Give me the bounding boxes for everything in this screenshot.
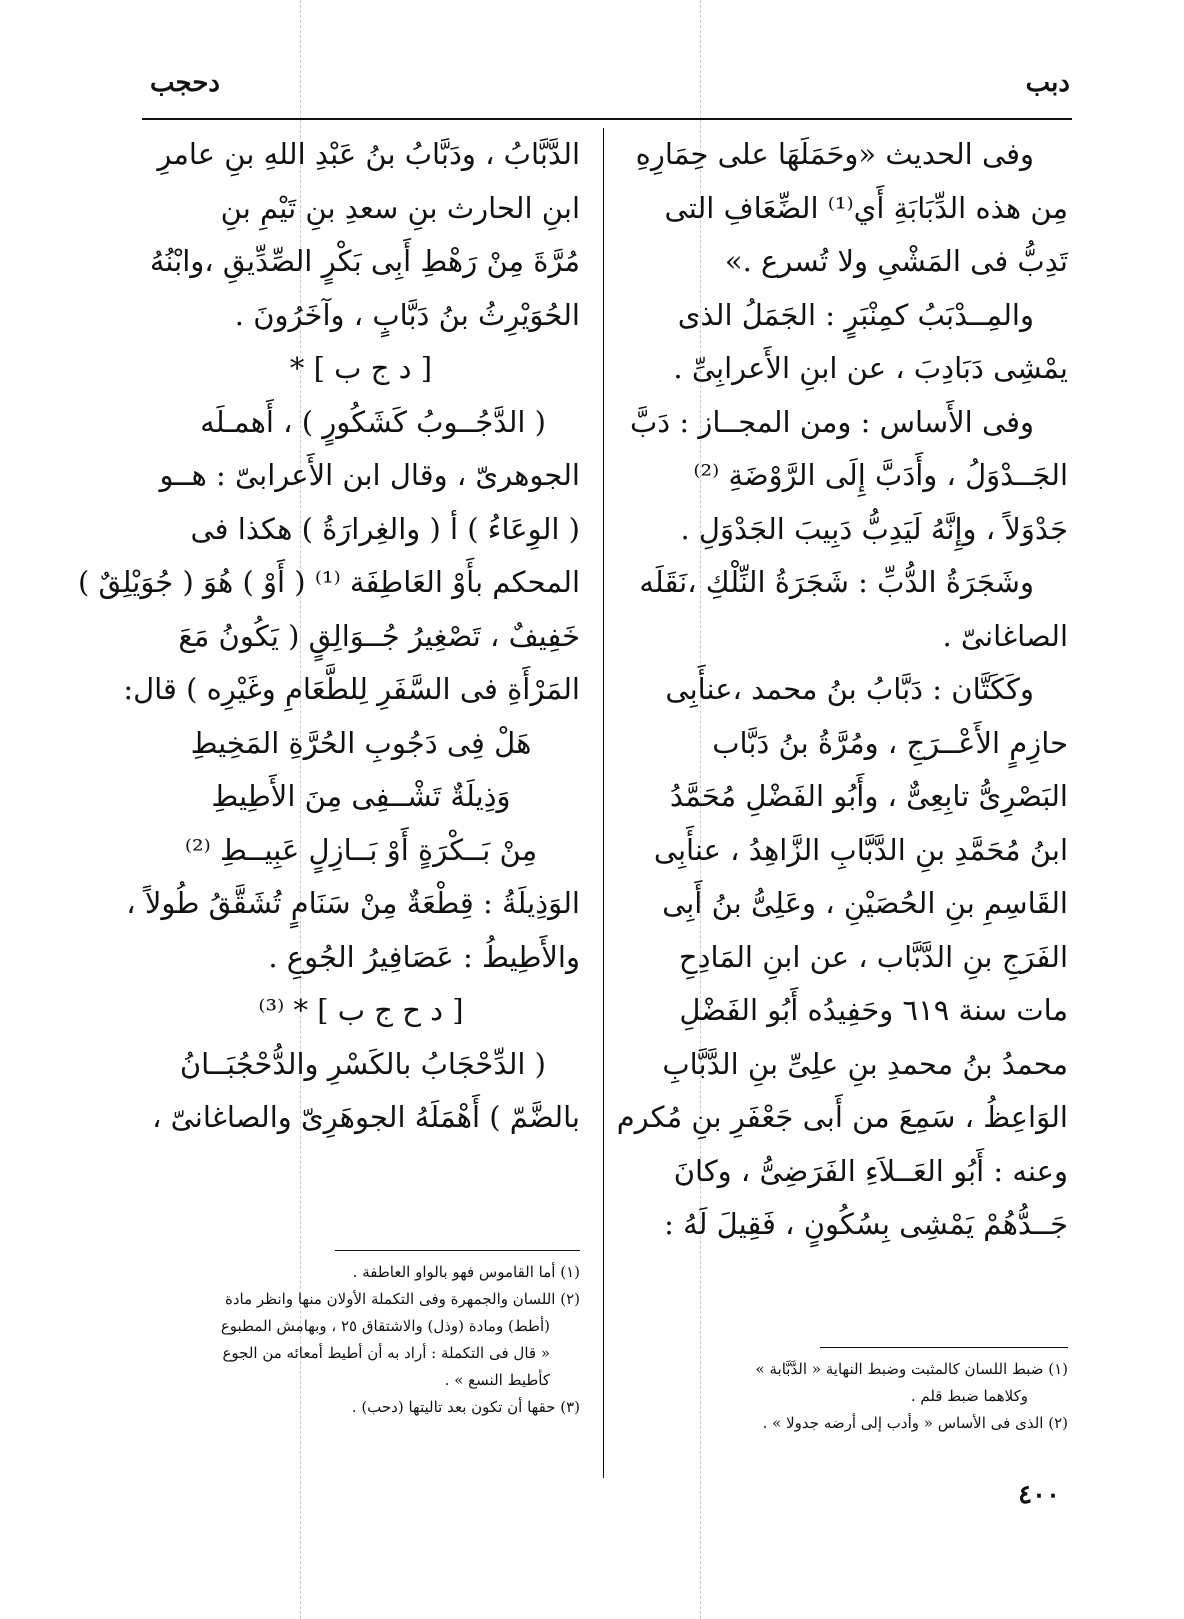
text-line: البَصْرِىُّ تابِعِىٌّ ، وأَبُو الفَضْلِ مُحَمَّدُ — [669, 779, 1068, 813]
text-line: المَرْأَةِ فى السَّفَرِ لِلطَّعَامِ وغَيْرِه ) قال: — [123, 672, 580, 706]
text-line: والأَطِيطُ : عَصَافِيرُ الجُوعِ . — [268, 939, 580, 974]
text-line: تَدِبُّ فى المَشْىِ ولا تُسرع .» — [724, 244, 1068, 278]
text-line: والمِــدْبَبُ كمِنْبَرٍ : الجَمَلُ الذى — [677, 297, 1034, 332]
text-line: خَفِيفٌ ، تَصْغِيرُ جُــوَالِقٍ ( يَكُونُ مَعَ — [178, 618, 580, 653]
header-rule — [142, 118, 1072, 120]
verse-line: هَلْ فِى دَجُوبِ الحُرَّةِ المَخِيطِ — [190, 725, 532, 760]
column-divider — [603, 128, 604, 1478]
footnotes-right — [630, 1356, 1068, 1437]
text-line: وكَكَتَّان : دَبَّابُ بنُ محمد ،عنأَبِى — [665, 672, 1034, 706]
text-line: المحكم بأَوْ العَاطِفَة ⁽¹⁾ ( أَوْ ) هُوَ ( جُوَيْلِقٌ ) — [77, 565, 580, 599]
text-line: ( الدِّحْجَابُ بالكَسْرِ والدُّحْجُبَــانُ — [179, 1046, 546, 1081]
text-line: وعنه : أَبُو العَــلاَءِ الفَرَضِىُّ ، وكانَ — [673, 1153, 1068, 1188]
text-line: مُرَّةَ مِنْ رَهْطِ أَبِى بَكْرٍ الصِّدِّيقِ ،وابْنُهُ — [149, 244, 580, 278]
text-line: الوَذِيلَةُ : قِطْعَةٌ مِنْ سَنَامٍ تُشَقَّقُ طُولاً ، — [126, 886, 580, 920]
running-header-left: دحجب — [150, 68, 220, 98]
text-line: الجوهرىّ ، وقال ابن الأَعرابىّ : هــو — [159, 458, 580, 492]
text-line: ابنِ الحارث بنِ سعدِ بنِ تَيْمِ بنِ — [220, 190, 580, 225]
footnote: وكلاهما ضبط قلم . — [910, 1387, 1028, 1405]
text-line: القَاسِمِ بنِ الحُصَيْنِ ، وعَلِىُّ بنُ أَبِى — [662, 886, 1068, 920]
text-line: الفَرَجِ بنِ الدَّبَّاب ، عن ابنِ المَادِحِ — [678, 939, 1068, 974]
text-line: وفى الأَساس : ومن المجــاز : دَبَّ — [629, 404, 1034, 439]
text-line: وشَجَرَةُ الدُّبِّ : شَجَرَةُ النِّلْكِ ،نَقَلَه — [639, 565, 1034, 599]
footnote: (١) أما القاموس فهو بالواو العاطفة . — [352, 1263, 580, 1281]
text-line: يمْشِى دَبَادِبَ ، عن ابنِ الأَعرابِىِّ . — [673, 351, 1068, 385]
running-header-right: دبب — [1025, 68, 1070, 98]
text-line: مِن هذه الدِّبَابَةِ أَي⁽¹⁾ الضِّعَافِ التى — [664, 190, 1068, 225]
footnote: « قال فى التكملة : أراد به أن أطيط أمعائه من الجوع — [222, 1344, 550, 1362]
text-line: حازِمٍ الأَعْــرَجِ ، ومُرَّةُ بنُ دَبَّاب — [712, 725, 1068, 760]
verse-line: مِنْ بَــكْرَةٍ أَوْ بَــازِلٍ عَبِيــطِ ⁽²⁾ — [184, 832, 538, 867]
text-line: ( الوِعَاءُ ) أ ( والغِرارَةُ ) هكذا فى — [190, 511, 580, 546]
text-line: ابنُ مُحَمَّدِ بنِ الدَّبَّابِ الزَّاهِدُ ، عنأَبِى — [653, 832, 1068, 867]
footnote: كأطيط النسع » . — [444, 1371, 550, 1389]
footnotes-left — [142, 1259, 580, 1421]
footnote: (٢) الذى فى الأساس « وأدب إلى أرضه جدولا » . — [762, 1414, 1068, 1432]
text-line: الحُوَيْرِثُ بنُ دَبَّابٍ ، وآخَرُونَ . — [234, 297, 580, 332]
text-line: مات سنة ٦١٩ وحَفِيدُه أَبُو الفَضْلِ — [679, 993, 1068, 1027]
text-line: الدَّبَّابُ ، ودَبَّابُ بنُ عَبْدِ اللهِ بنِ عامرِ — [157, 137, 580, 171]
text-line: الصاغانىّ . — [942, 618, 1068, 653]
text-line: الجَــدْوَلُ ، وأَدَبَّ إِلَى الرَّوْضَةِ ⁽²⁾ — [693, 458, 1068, 492]
verse-line: وَذِيلَةٌ تَشْــفِى مِنَ الأَطِيطِ — [211, 779, 511, 813]
footnote: (٢) اللسان والجمهرة وفى التكملة الأولان منها وانظر مادة — [224, 1290, 580, 1308]
right-column — [616, 128, 1068, 1252]
footnote: (أطط) ومادة (وذل) والاشتقاق ٢٥ ، وبهامش المطبوع — [220, 1317, 550, 1335]
text-line: محمدُ بنُ محمدِ بنِ علِىِّ بنِ الدَّبَّابِ — [662, 1046, 1068, 1081]
text-line: الوَاعِظُ ، سَمِعَ من أَبى جَعْفَرِ بنِ مُكرم — [616, 1100, 1068, 1134]
text-line: جَــدُّهُمْ يَمْشِى بِسُكُونٍ ، فَقِيلَ لَهُ : — [664, 1207, 1068, 1241]
text-line: جَدْوَلاً ، وإِنَّهُ لَيَدِبُّ دَبِيبَ الجَدْوَلِ . — [680, 511, 1068, 546]
footnote-rule-right — [820, 1347, 1068, 1348]
entry-heading: [ د ح ج ب ] * ⁽³⁾ — [258, 993, 464, 1027]
footnote: (٣) حقها أن تكون بعد تاليتها (دحب) . — [351, 1398, 580, 1416]
text-line: بالضَّمّ ) أَهْمَلَهُ الجوهَرِىّ والصاغانىّ ، — [152, 1100, 580, 1134]
footnote: (١) ضبط اللسان كالمثبت وضبط النهاية « الدَّبَّابة » — [755, 1360, 1068, 1378]
footnote-rule-left — [335, 1250, 580, 1251]
text-line: ( الدَّجُــوبُ كَشَكُورٍ ) ، أَهمـلَه — [200, 404, 546, 439]
left-column — [77, 128, 580, 1145]
text-line: وفى الحديث «وحَمَلَهَا على حِمَارِهِ — [635, 137, 1034, 171]
page-number: ٤٠٠ — [1018, 1480, 1060, 1510]
entry-heading: [ د ج ب ] * — [289, 351, 433, 385]
